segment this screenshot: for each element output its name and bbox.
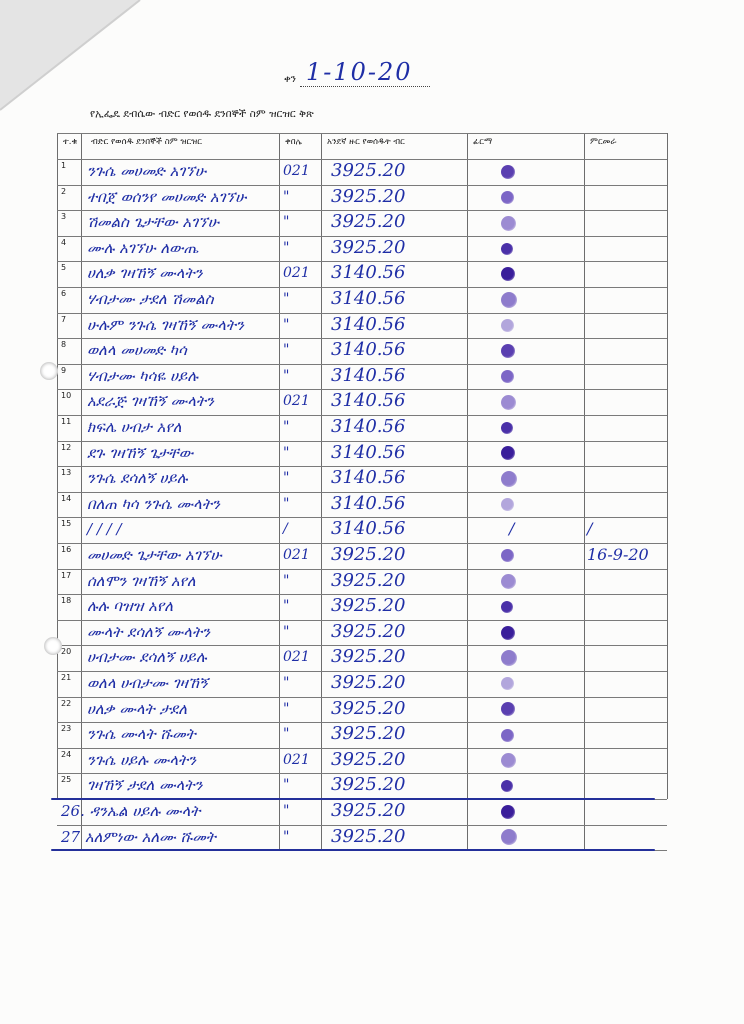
fingerprint-stamp <box>501 574 516 589</box>
fingerprint-stamp <box>501 292 517 308</box>
fingerprint-stamp <box>501 395 516 410</box>
loan-amount: 3140.56 <box>331 467 406 489</box>
loan-amount: 3925.20 <box>331 620 406 642</box>
row-number: 4 <box>61 237 67 247</box>
row-number: 10 <box>61 391 72 401</box>
loan-amount: 3140.56 <box>331 262 406 284</box>
column-header: አንደኛ ዙር የወሰዱት ብር <box>327 137 405 147</box>
row-number: 21 <box>61 673 72 682</box>
loan-amount: 3925.20 <box>331 825 406 847</box>
row-number: 2 <box>61 186 67 196</box>
loan-amount: 3925.20 <box>331 595 406 617</box>
client-name: ተበጀ ወሰንየ መሀመድ አገኘሁ <box>87 187 247 206</box>
client-name: ወለላ መሀመድ ካሳ <box>87 341 187 360</box>
kebele-code: " <box>283 444 290 461</box>
client-name: 26. ዳንኤል ሀይሉ ሙላት <box>61 802 201 820</box>
loan-amount: 3140.56 <box>331 288 406 309</box>
client-name: ሽመልስ ጌታቸው አገኘሁ <box>87 213 219 232</box>
client-name: ሙሉ አገኘሁ ለውጤ <box>87 238 199 257</box>
client-name: ንጉሴ ሙላት ሹመት <box>87 725 196 744</box>
loan-amount: 3140.56 <box>331 390 406 412</box>
folded-corner <box>0 0 140 110</box>
fingerprint-stamp <box>501 471 517 487</box>
date-value: 1-10-20 <box>306 58 413 86</box>
fingerprint-stamp <box>501 829 517 845</box>
fingerprint-stamp <box>501 780 513 792</box>
fingerprint-stamp <box>501 446 515 460</box>
hand-drawn-rule <box>51 849 655 851</box>
loan-amount: 3140.56 <box>331 416 406 437</box>
row-number: 11 <box>61 417 72 426</box>
loan-amount: 3140.56 <box>331 441 406 463</box>
client-name: መሀመድ ጌታቸው አገኘሁ <box>87 546 222 564</box>
column-header: ቀበሌ <box>285 137 302 147</box>
row-number: 5 <box>61 263 67 273</box>
table-top-rule <box>57 133 667 134</box>
fingerprint-stamp <box>501 729 514 742</box>
fingerprint-stamp <box>501 216 516 231</box>
fingerprint-stamp <box>501 650 517 666</box>
kebele-code: " <box>283 214 290 231</box>
row-number: 13 <box>61 468 72 478</box>
fingerprint-stamp <box>501 677 514 690</box>
kebele-code: " <box>283 342 290 359</box>
client-name: በለጠ ካሳ ንጉሴ ሙላትን <box>87 494 220 513</box>
kebele-code: " <box>283 495 290 512</box>
client-name: አደራጅ ገዛኸኝ ሙላትን <box>87 392 214 411</box>
ledger-table <box>57 133 667 850</box>
fingerprint-stamp <box>501 702 515 716</box>
row-number: 22 <box>61 698 72 708</box>
loan-amount: 3925.20 <box>331 774 406 796</box>
fingerprint-stamp <box>501 267 515 281</box>
client-name: / / / / <box>87 520 122 539</box>
fingerprint-stamp <box>501 753 516 768</box>
loan-amount: 3925.20 <box>331 697 406 719</box>
loan-amount: 3925.20 <box>331 185 406 207</box>
fingerprint-stamp <box>501 165 515 179</box>
loan-amount: 3925.20 <box>331 672 406 693</box>
fingerprint-stamp <box>501 805 515 819</box>
loan-amount: 3925.20 <box>331 569 406 591</box>
remark: 16-9-20 <box>587 545 649 564</box>
column-header: ተ.ቁ <box>63 137 78 147</box>
row-number: 3 <box>61 212 67 222</box>
client-name: ገዛኸኝ ታደለ ሙላትን <box>87 776 203 795</box>
row-number: 20 <box>61 647 72 657</box>
kebele-code: " <box>283 828 290 845</box>
loan-amount: 3925.20 <box>331 160 406 181</box>
kebele-code: " <box>283 419 290 435</box>
remark: / <box>587 519 593 539</box>
row-number: 24 <box>61 749 72 759</box>
column-header: ፊርማ <box>473 137 493 147</box>
loan-amount: 3925.20 <box>331 211 406 233</box>
kebele-code: " <box>283 470 290 487</box>
row-number: 16 <box>61 545 72 554</box>
row-number: 15 <box>61 519 72 529</box>
row-number: 8 <box>61 340 67 350</box>
row-number: 7 <box>61 314 67 324</box>
row-number: 17 <box>61 570 72 580</box>
client-name: ንጉሴ መሀመድ አገኘሁ <box>87 162 207 180</box>
kebele-code: 021 <box>283 265 310 282</box>
loan-amount: 3140.56 <box>331 364 406 386</box>
loan-amount: 3925.20 <box>331 646 406 668</box>
kebele-code: " <box>283 726 290 743</box>
row-number: 18 <box>61 596 72 606</box>
row-number: 1 <box>61 161 67 170</box>
kebele-code: 021 <box>283 393 310 410</box>
client-name: 27 አለምነው አለሙ ሹመት <box>61 827 216 846</box>
column-header: ምርመራ <box>590 137 617 147</box>
row-number: 23 <box>61 724 72 734</box>
fingerprint-stamp <box>501 243 513 255</box>
loan-amount: 3925.20 <box>331 723 406 745</box>
row-number: 6 <box>61 289 67 298</box>
client-name: ሉሉ ባዝዝ አየለ <box>87 597 174 616</box>
client-name: ሀለቃ ሙላት ታደለ <box>87 699 188 718</box>
kebele-code: 021 <box>283 547 310 563</box>
client-name: ሁሉም ንጉሴ ገዛኸኝ ሙላትን <box>87 315 244 334</box>
client-name: ሀለቃ ገዛኸኝ ሙላትን <box>87 264 203 283</box>
kebele-code: " <box>283 239 290 256</box>
loan-amount: 3140.56 <box>331 313 406 335</box>
punch-hole-bottom <box>44 637 62 655</box>
client-name: ሰለሞን ገዛኸኝ አየለ <box>87 571 196 590</box>
row-number: 14 <box>61 493 72 503</box>
fingerprint-stamp <box>501 422 513 434</box>
loan-amount: 3140.56 <box>331 339 406 361</box>
kebele-code: " <box>283 188 290 205</box>
loan-amount: 3925.20 <box>331 544 406 565</box>
column-rule <box>667 133 668 799</box>
fingerprint-stamp <box>501 319 514 332</box>
kebele-code: " <box>283 316 290 333</box>
client-name: ሀብታሙ ደሳለኝ ሀይሉ <box>87 648 207 667</box>
kebele-code: " <box>283 291 290 307</box>
client-name: ንጉሴ ደሳለኝ ሀይሉ <box>87 469 188 488</box>
kebele-code: 021 <box>283 163 310 179</box>
hand-drawn-rule <box>51 798 655 800</box>
kebele-code: " <box>283 700 290 717</box>
kebele-code: 021 <box>283 649 310 666</box>
fingerprint-stamp <box>501 498 514 511</box>
kebele-code: " <box>283 777 290 794</box>
fingerprint-stamp <box>501 626 515 640</box>
kebele-code: / <box>283 521 288 538</box>
row-number: 25 <box>61 775 72 785</box>
loan-amount: 3925.20 <box>331 236 406 258</box>
client-name: ደጉ ገዛኸኝ ጌታቸው <box>87 443 194 462</box>
kebele-code: " <box>283 675 290 691</box>
fingerprint-stamp <box>501 191 514 204</box>
client-name: ሃብታሙ ታደለ ሽመልስ <box>87 290 214 308</box>
loan-amount: 3140.56 <box>331 492 406 514</box>
kebele-code: " <box>283 598 290 615</box>
row-number: 9 <box>61 365 67 375</box>
fingerprint-stamp <box>501 370 514 383</box>
kebele-code: " <box>283 367 290 384</box>
kebele-code: " <box>283 803 290 819</box>
date-label: ቀን <box>284 74 296 85</box>
fingerprint-stamp <box>501 601 513 613</box>
kebele-code: " <box>283 572 290 589</box>
kebele-code: " <box>283 623 290 640</box>
client-name: ሙላት ደሳለኝ ሙላትን <box>87 622 210 641</box>
kebele-code: 021 <box>283 751 310 768</box>
client-name: ንጉሴ ሀይሉ ሙላትን <box>87 750 197 769</box>
loan-amount: 3140.56 <box>331 518 406 540</box>
document-title: የኢፌዴ ደብሴው ብድር የወሰዱ ደንበኞች ስም ዝርዝር ቅጽ <box>90 108 314 120</box>
client-name: ወለላ ሀብታሙ ገዛኸኝ <box>87 674 208 692</box>
fingerprint-stamp <box>501 549 514 562</box>
loan-amount: 3925.20 <box>331 800 406 821</box>
loan-amount: 3925.20 <box>331 748 406 770</box>
punch-hole-top <box>40 362 58 380</box>
client-name: ክፍሌ ሀብታ አየለ <box>87 418 182 436</box>
fingerprint-stamp <box>501 344 515 358</box>
date-underline <box>300 86 430 87</box>
signature-dash: / <box>509 519 515 539</box>
column-header: ብድር የወሰዱ ደንበኞች ስም ዝርዝር <box>91 137 202 147</box>
client-name: ሃብታሙ ካሳዬ ሀይሉ <box>87 366 198 385</box>
row-number: 12 <box>61 442 72 452</box>
